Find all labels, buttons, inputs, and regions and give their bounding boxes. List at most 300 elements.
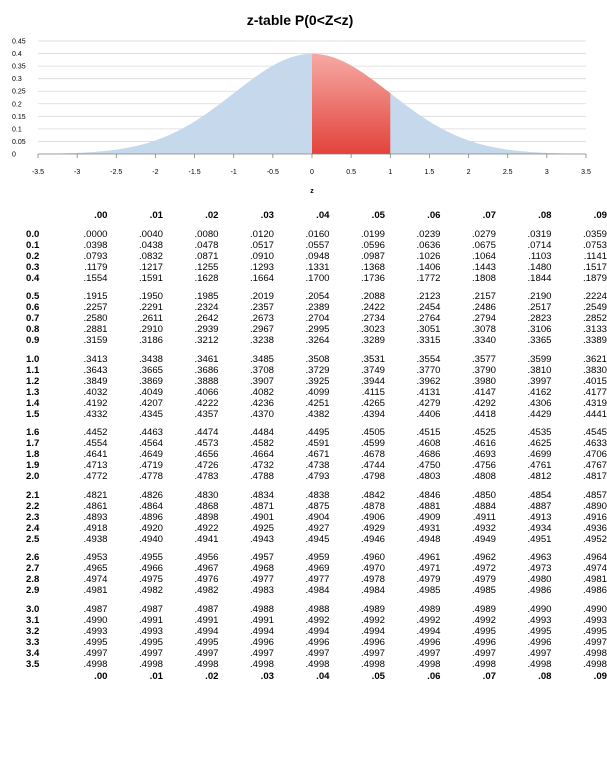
probability-cell: .4875 (305, 500, 330, 512)
probability-cell: .0478 (194, 239, 219, 251)
probability-cell: .4761 (527, 460, 552, 472)
probability-cell: .0596 (360, 239, 385, 251)
probability-cell: .4452 (83, 427, 108, 439)
probability-cell: .2324 (194, 302, 219, 314)
probability-cell: .3133 (582, 324, 607, 336)
probability-cell: .4996 (360, 636, 385, 648)
z-row-label: 1.6 (26, 427, 40, 439)
x-tick-label: -3.5 (31, 169, 45, 176)
probability-cell: .4115 (361, 386, 385, 398)
probability-cell: .4641 (83, 449, 108, 461)
probability-cell: .2852 (582, 313, 607, 325)
probability-cell: .4345 (138, 408, 163, 420)
x-tick-label: 0.5 (346, 169, 357, 176)
probability-cell: .4292 (471, 397, 496, 409)
probability-cell: .4147 (471, 386, 496, 398)
x-tick-label: 1 (388, 169, 393, 176)
probability-cell: .0675 (471, 239, 496, 251)
probability-cell: .1368 (360, 261, 385, 273)
x-tick-label: -2 (152, 169, 159, 176)
probability-cell: .3531 (360, 353, 385, 365)
column-footer: .03 (260, 670, 274, 682)
column-footer: .01 (149, 670, 163, 682)
probability-cell: .4989 (416, 604, 441, 616)
probability-cell: .3365 (527, 335, 552, 347)
table-row (0, 524, 607, 535)
probability-cell: .4686 (416, 449, 441, 461)
probability-cell: .4868 (194, 500, 219, 512)
probability-cell: .4995 (527, 625, 552, 637)
probability-cell: .4992 (471, 615, 496, 626)
probability-cell: .3106 (527, 324, 552, 336)
probability-cell: .1950 (138, 291, 163, 303)
probability-cell: .4996 (305, 636, 330, 648)
probability-cell: .4965 (83, 563, 108, 575)
probability-cell: .0871 (194, 250, 219, 262)
probability-cell: .3980 (471, 375, 496, 387)
z-row-label: 0.4 (26, 272, 40, 284)
probability-cell: .4319 (582, 397, 607, 409)
probability-cell: .2881 (83, 324, 108, 336)
corner-cell (0, 211, 52, 222)
z-row-label: 0.5 (26, 291, 40, 303)
probability-cell: .4625 (527, 438, 552, 450)
probability-cell: .4535 (527, 427, 552, 439)
probability-cell: .4951 (527, 533, 552, 545)
probability-cell: .3238 (249, 335, 274, 347)
probability-cell: .2357 (249, 302, 274, 314)
probability-cell: .4978 (360, 574, 385, 586)
probability-cell: .4495 (305, 427, 330, 439)
table-row (0, 274, 607, 285)
z-row-label: 1.3 (26, 386, 40, 398)
probability-cell: .4991 (194, 615, 219, 626)
probability-cell: .4767 (582, 460, 607, 472)
probability-cell: .4842 (360, 489, 385, 501)
probability-cell: .2580 (83, 313, 108, 325)
probability-cell: .1293 (249, 261, 274, 273)
probability-cell: .4830 (194, 489, 219, 501)
probability-cell: .1985 (194, 291, 219, 303)
probability-cell: .4961 (416, 552, 441, 564)
probability-cell: .4783 (194, 471, 219, 483)
probability-cell: .4608 (416, 438, 441, 450)
probability-cell: .1915 (83, 291, 108, 303)
probability-cell: .0438 (138, 239, 163, 251)
probability-cell: .4192 (83, 397, 108, 409)
x-axis-label: z (310, 188, 314, 195)
probability-cell: .4993 (138, 625, 163, 637)
probability-cell: .4967 (194, 563, 219, 575)
probability-cell: .4719 (138, 460, 163, 472)
probability-cell: .0987 (360, 250, 385, 262)
y-tick-label: 0.05 (12, 138, 26, 146)
probability-cell: .4972 (471, 563, 496, 575)
probability-cell: .4998 (582, 658, 607, 670)
probability-cell: .4977 (305, 574, 330, 586)
z-row-label: 2.2 (26, 500, 40, 512)
table-row (0, 263, 607, 274)
probability-cell: .2642 (194, 313, 219, 325)
z-row-label: 2.4 (26, 522, 40, 534)
probability-cell: .2257 (83, 302, 108, 314)
probability-cell: .4996 (527, 636, 552, 648)
probability-cell: .4671 (305, 449, 330, 461)
probability-cell: .4177 (582, 386, 607, 398)
probability-cell: .2611 (139, 313, 163, 325)
z-row-label: 2.5 (26, 533, 40, 545)
probability-cell: .4986 (527, 585, 552, 597)
z-row-label: 2.0 (26, 471, 40, 483)
probability-cell: .4066 (194, 386, 219, 398)
probability-cell: .3485 (249, 353, 274, 365)
probability-cell: .4959 (305, 552, 330, 564)
probability-cell: .4971 (416, 563, 441, 575)
probability-cell: .4738 (305, 460, 330, 472)
probability-cell: .0319 (527, 228, 552, 240)
probability-cell: .4995 (582, 625, 607, 637)
probability-cell: .4732 (249, 460, 274, 472)
probability-cell: .3830 (582, 364, 607, 376)
probability-cell: .4382 (305, 408, 330, 420)
probability-cell: .4996 (416, 636, 441, 648)
probability-cell: .4997 (249, 647, 274, 659)
z-row-label: 1.8 (26, 449, 40, 461)
probability-cell: .4980 (527, 574, 552, 586)
probability-cell: .1064 (471, 250, 496, 262)
probability-cell: .0040 (138, 228, 163, 240)
probability-cell: .0359 (582, 228, 607, 240)
column-header: .03 (260, 210, 274, 221)
probability-cell: .1026 (416, 250, 441, 262)
probability-cell: .4949 (471, 533, 496, 545)
probability-cell: .4788 (249, 471, 274, 483)
probability-cell: .4357 (194, 408, 219, 420)
probability-cell: .4992 (305, 615, 330, 626)
probability-cell: .4890 (582, 500, 607, 512)
probability-cell: .4920 (138, 522, 163, 534)
probability-cell: .4778 (138, 471, 163, 483)
probability-cell: .3212 (194, 335, 219, 347)
probability-cell: .4963 (527, 552, 552, 564)
z-row-label: 2.1 (26, 489, 40, 501)
probability-cell: .4957 (249, 552, 274, 564)
probability-cell: .1554 (83, 272, 108, 284)
probability-cell: .3944 (360, 375, 385, 387)
probability-cell: .4756 (471, 460, 496, 472)
probability-cell: .4998 (249, 658, 274, 670)
x-tick-label: -0.5 (266, 169, 279, 176)
probability-cell: .2389 (305, 302, 330, 314)
probability-cell: .3340 (471, 335, 496, 347)
table-row (0, 649, 607, 660)
z-row-label: 3.2 (26, 625, 40, 637)
probability-cell: .4987 (138, 604, 163, 616)
probability-cell: .0080 (194, 228, 219, 240)
probability-cell: .3708 (249, 364, 274, 376)
probability-cell: .4990 (83, 615, 108, 626)
probability-cell: .4857 (582, 489, 607, 501)
probability-cell: .4994 (416, 625, 441, 637)
probability-cell: .0199 (360, 228, 385, 240)
probability-cell: .3790 (471, 364, 496, 376)
probability-cell: .3577 (471, 353, 496, 365)
chart-title: z-table P(0<Z<z) (246, 12, 354, 28)
probability-cell: .3461 (194, 353, 219, 365)
z-row-label: 0.0 (26, 228, 40, 240)
probability-cell: .4993 (83, 625, 108, 637)
probability-cell: .4998 (194, 658, 219, 670)
column-footer: .02 (205, 670, 219, 682)
probability-cell: .2291 (138, 302, 163, 314)
x-tick-label: -3 (74, 169, 81, 176)
z-row-label: 0.7 (26, 313, 40, 325)
probability-cell: .3078 (471, 324, 496, 336)
probability-cell: .4418 (471, 408, 496, 420)
probability-cell: .4956 (194, 552, 219, 564)
column-footer: .04 (316, 670, 330, 682)
probability-cell: .4998 (305, 658, 330, 670)
probability-cell: .4916 (582, 511, 607, 523)
probability-cell: .4896 (138, 511, 163, 523)
probability-cell: .4850 (471, 489, 496, 501)
z-table (0, 211, 607, 682)
probability-cell: .1808 (471, 272, 496, 284)
probability-cell: .4979 (471, 574, 496, 586)
probability-cell: .4993 (527, 615, 552, 626)
probability-cell: .4997 (416, 647, 441, 659)
table-row (0, 535, 607, 546)
probability-cell: .3621 (582, 353, 607, 365)
probability-cell: .4649 (138, 449, 163, 461)
y-tick-label: 0.4 (12, 51, 22, 59)
y-tick-label: 0.35 (12, 63, 26, 71)
column-header: .02 (205, 210, 219, 221)
probability-cell: .4082 (249, 386, 274, 398)
probability-cell: .4015 (582, 375, 607, 387)
probability-cell: .4429 (527, 408, 552, 420)
table-row (0, 388, 607, 399)
probability-cell: .4582 (249, 438, 274, 450)
probability-cell: .4988 (305, 604, 330, 616)
probability-cell: .4564 (138, 438, 163, 450)
z-row-label: 0.9 (26, 335, 40, 347)
probability-cell: .4989 (360, 604, 385, 616)
probability-cell: .4987 (83, 604, 108, 616)
probability-cell: .4998 (83, 658, 108, 670)
probability-cell: .1517 (582, 261, 607, 273)
column-footer: .09 (593, 670, 607, 682)
probability-cell: .4693 (471, 449, 496, 461)
y-tick-label: 0.45 (12, 38, 26, 46)
probability-cell: .4985 (471, 585, 496, 597)
probability-cell: .4864 (138, 500, 163, 512)
probability-cell: .4997 (83, 647, 108, 659)
probability-cell: .1700 (305, 272, 330, 284)
probability-cell: .4992 (360, 615, 385, 626)
probability-cell: .1879 (582, 272, 607, 284)
z-row-label: 0.1 (26, 239, 40, 251)
probability-cell: .3389 (582, 335, 607, 347)
probability-cell: .0832 (138, 250, 163, 262)
x-tick-label: -1 (230, 169, 237, 176)
probability-cell: .4484 (249, 427, 274, 439)
probability-cell: .4898 (194, 511, 219, 523)
probability-cell: .1844 (527, 272, 552, 284)
probability-cell: .2190 (527, 291, 552, 303)
probability-cell: .3997 (527, 375, 552, 387)
probability-cell: .2794 (471, 313, 496, 325)
probability-cell: .4979 (416, 574, 441, 586)
probability-cell: .4974 (83, 574, 108, 586)
probability-cell: .4990 (527, 604, 552, 616)
probability-cell: .4049 (138, 386, 163, 398)
probability-cell: .0793 (83, 250, 108, 262)
probability-cell: .4918 (83, 522, 108, 534)
probability-cell: .4997 (194, 647, 219, 659)
probability-cell: .3289 (360, 335, 385, 347)
probability-cell: .4901 (249, 511, 274, 523)
column-footer: .00 (94, 670, 108, 682)
probability-cell: .2422 (360, 302, 385, 314)
probability-cell: .4370 (249, 408, 274, 420)
probability-cell: .3888 (194, 375, 219, 387)
probability-cell: .4726 (194, 460, 219, 472)
probability-cell: .4993 (582, 615, 607, 626)
probability-cell: .4997 (138, 647, 163, 659)
z-row-label: 1.4 (26, 397, 40, 409)
probability-cell: .0714 (527, 239, 552, 251)
probability-cell: .2673 (249, 313, 274, 325)
probability-cell: .4099 (305, 386, 330, 398)
probability-cell: .4945 (305, 533, 330, 545)
probability-cell: .4808 (471, 471, 496, 483)
z-row-label: 3.3 (26, 636, 40, 648)
column-footer: .06 (427, 670, 441, 682)
probability-cell: .3186 (138, 335, 163, 347)
probability-cell: .4881 (416, 500, 441, 512)
probability-cell: .4032 (83, 386, 108, 398)
probability-cell: .4474 (194, 427, 219, 439)
table-row (0, 410, 607, 421)
x-tick-label: -2.5 (110, 169, 123, 176)
probability-cell: .0753 (582, 239, 607, 251)
probability-cell: .3869 (138, 375, 163, 387)
probability-cell: .3413 (83, 353, 108, 365)
probability-cell: .4505 (360, 427, 385, 439)
probability-cell: .4394 (360, 408, 385, 420)
z-row-label: 1.5 (26, 408, 40, 420)
chart-canvas (0, 0, 607, 205)
probability-cell: .2019 (249, 291, 274, 303)
x-tick-label: 2.5 (502, 169, 513, 176)
probability-cell: .2054 (305, 291, 330, 303)
probability-cell: .4940 (138, 533, 163, 545)
probability-cell: .4656 (194, 449, 219, 461)
table-row (0, 472, 607, 483)
z-row-label: 1.7 (26, 438, 40, 450)
column-header: .01 (149, 210, 163, 221)
probability-cell: .4821 (83, 489, 108, 501)
probability-cell: .2734 (360, 313, 385, 325)
probability-cell: .4236 (249, 397, 274, 409)
z-row-label: 0.6 (26, 302, 40, 314)
y-tick-label: 0.25 (12, 88, 26, 96)
probability-cell: .4992 (416, 615, 441, 626)
probability-cell: .4982 (194, 585, 219, 597)
probability-cell: .1664 (249, 272, 274, 284)
probability-cell: .4463 (138, 427, 163, 439)
probability-cell: .4884 (471, 500, 496, 512)
probability-cell: .4931 (416, 522, 441, 534)
probability-cell: .4973 (527, 563, 552, 575)
probability-cell: .4554 (83, 438, 108, 450)
probability-cell: .4936 (582, 522, 607, 534)
z-row-label: 3.5 (26, 658, 40, 670)
probability-cell: .3665 (138, 364, 163, 376)
probability-cell: .2764 (416, 313, 441, 325)
z-row-label: 1.9 (26, 460, 40, 472)
probability-cell: .4599 (360, 438, 385, 450)
probability-cell: .1591 (138, 272, 163, 284)
probability-cell: .3749 (360, 364, 385, 376)
probability-cell: .4911 (472, 511, 496, 523)
probability-cell: .4306 (527, 397, 552, 409)
probability-cell: .4994 (360, 625, 385, 637)
probability-cell: .2157 (471, 291, 496, 303)
probability-cell: .4887 (527, 500, 552, 512)
probability-cell: .4968 (249, 563, 274, 575)
probability-cell: .4938 (83, 533, 108, 545)
x-tick-label: 3 (544, 169, 549, 176)
probability-cell: .3925 (305, 375, 330, 387)
probability-cell: .4998 (416, 658, 441, 670)
probability-cell: .4927 (305, 522, 330, 534)
column-footer: .08 (538, 670, 552, 682)
y-tick-label: 0.15 (12, 113, 26, 121)
probability-cell: .4970 (360, 563, 385, 575)
probability-cell: .3051 (416, 324, 441, 336)
probability-cell: .4941 (194, 533, 219, 545)
x-tick-label: 2 (466, 169, 471, 176)
probability-cell: .3554 (416, 353, 441, 365)
probability-cell: .4812 (527, 471, 552, 483)
table-row (0, 336, 607, 347)
z-row-label: 2.7 (26, 563, 40, 575)
probability-cell: .2454 (416, 302, 441, 314)
column-header: .00 (94, 210, 108, 221)
probability-cell: .0279 (471, 228, 496, 240)
probability-cell: .0948 (305, 250, 330, 262)
z-row-label: 0.3 (26, 261, 40, 273)
probability-cell: .4966 (138, 563, 163, 575)
x-tick-label: 1.5 (424, 169, 435, 176)
probability-cell: .2939 (194, 324, 219, 336)
probability-cell: .4997 (471, 647, 496, 659)
probability-cell: .3849 (83, 375, 108, 387)
probability-cell: .4996 (471, 636, 496, 648)
probability-cell: .4998 (471, 658, 496, 670)
probability-cell: .4991 (249, 615, 274, 626)
probability-cell: .1255 (194, 261, 219, 273)
probability-cell: .2823 (527, 313, 552, 325)
probability-cell: .4982 (138, 585, 163, 597)
probability-cell: .4995 (194, 636, 219, 648)
probability-cell: .4826 (138, 489, 163, 501)
z-row-label: 0.8 (26, 324, 40, 336)
probability-cell: .4925 (249, 522, 274, 534)
column-header: .06 (427, 210, 441, 221)
